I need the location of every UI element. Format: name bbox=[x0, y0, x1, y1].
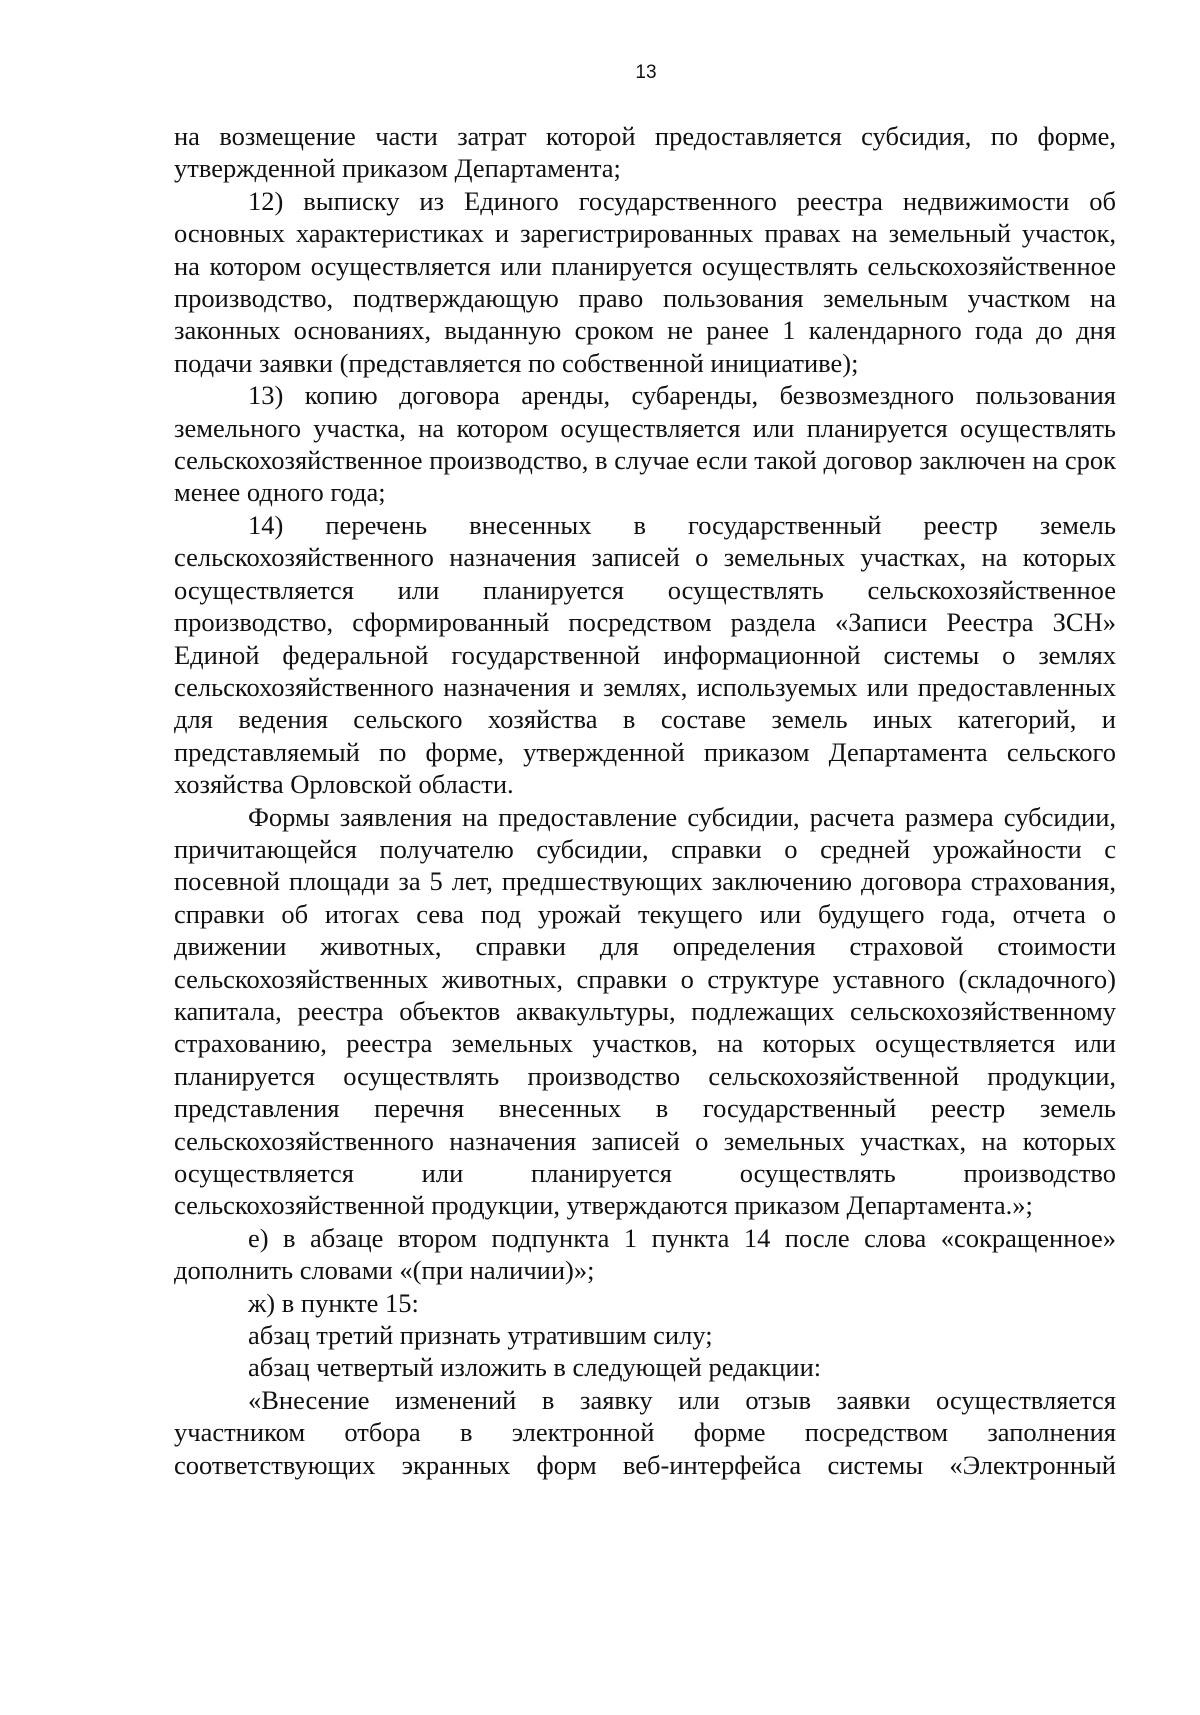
paragraph-item-12: 12) выписку из Единого государственного реестра недвижимости об основных характеристиках и зарегистрированных правах на земельный участок, на котором осуществляется или планируется осуществлять сельскохозяйственное производство, подтверждающую право пользования земельным участком на законных основаниях, выданную сроком не ранее 1 календарного года до дня подачи заявки (представляется по собственной инициативе); bbox=[174, 185, 1116, 378]
paragraph-continuation: на возмещение части затрат которой предоставляется субсидия, по форме, утвержденной приказом Департамента; bbox=[174, 121, 1116, 184]
paragraph-item-13: 13) копию договора аренды, субаренды, безвозмездного пользования земельного участка, на котором осуществляется или планируется осуществлять сельскохозяйственное производство, в случае если такой договор заключен на срок менее одного года; bbox=[174, 380, 1116, 508]
paragraph-forms: Формы заявления на предоставление субсидии, расчета размера субсидии, причитающейся получателю субсидии, справки о средней урожайности с посевной площади за 5 лет, предшествующих заключению договора страхования, справки об итогах сева под урожай текущего или будущего года, отчета о движении животных, справки для определения страховой стоимости сельскохозяйственных животных, справки о структуре уставного (складочного) капитала, реестра объектов аквакультуры, подлежащих сельскохозяйственному страхованию, реестра земельных участков, на которых осуществляется или планируется осуществлять производство сельскохозяйственной продукции, представления перечня внесенных в государственный реестр земель сельскохозяйственного назначения записей о земельных участках, на которых осуществляется или планируется осуществлять производство сельскохозяйственной продукции, утверждаются приказом Департамента.»; bbox=[174, 801, 1116, 1221]
page-number: 13 bbox=[635, 62, 657, 83]
paragraph-item-14: 14) перечень внесенных в государственный реестр земель сельскохозяйственного назначения записей о земельных участках, на которых осуществляется или планируется осуществлять сельскохозяйственное производство, сформированный посредством раздела «Записи Реестра ЗСН» Единой федеральной государственной информационной системы о землях сельскохозяйственного назначения и землях, используемых или предоставленных для ведения сельского хозяйства в составе земель иных категорий, и представляемый по форме, утвержденной приказом Департамента сельского хозяйства Орловской области. bbox=[174, 509, 1116, 800]
paragraph-clause-fourth: абзац четвертый изложить в следующей редакции: bbox=[248, 1352, 822, 1383]
paragraph-amendment-zh: ж) в пункте 15: bbox=[248, 1287, 419, 1318]
paragraph-clause-third: абзац третий признать утратившим силу; bbox=[248, 1320, 713, 1351]
paragraph-new-wording: «Внесение изменений в заявку или отзыв заявки осуществляется участником отбора в электронной форме посредством заполнения соответствующих экранных форм веб-интерфейса системы «Электронный bbox=[174, 1384, 1116, 1480]
paragraph-amendment-e: е) в абзаце втором подпункта 1 пункта 14 после слова «сокращенное» дополнить словами «(при наличии)»; bbox=[174, 1222, 1116, 1286]
document-body bbox=[174, 120, 1116, 1481]
